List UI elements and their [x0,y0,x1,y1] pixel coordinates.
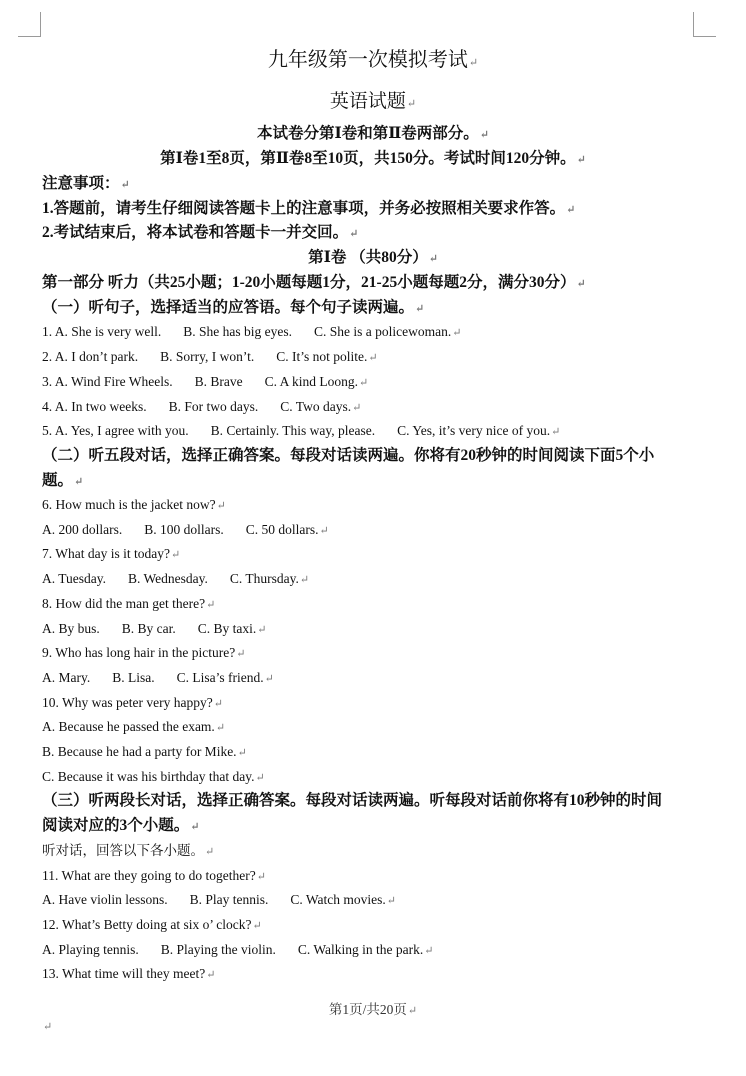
question-4: 4. A. In two weeks. B. For two days. C. Two days.↵ [42,399,362,414]
listen-instruction: 听对话，回答以下各小题。↵ [42,843,215,858]
notice-1: 1.答题前，请考生仔细阅读答题卡上的注意事项，并务必按照相关要求作答。↵ [42,200,576,217]
paragraph-mark: ↵ [43,1021,53,1033]
intro-line-1: 本试卷分第Ⅰ卷和第Ⅱ卷两部分。↵ [256,125,490,142]
question-7-options: A. Tuesday. B. Wednesday. C. Thursday.↵ [42,571,310,586]
page-corner-mark-right [693,12,716,37]
page-footer: 第1页/共20页↵ [328,1002,418,1017]
section2-heading-line1: （二）听五段对话，选择正确答案。每段对话读两遍。你将有20秒钟的时间阅读下面5个小 [42,447,655,464]
part1-heading: 第一部分 听力（共25小题；1-20小题每题1分，21-25小题每题2分，满分30分）↵ [42,274,586,291]
question-10-option-a: A. Because he passed the exam.↵ [42,719,226,734]
question-10-option-c: C. Because it was his birthday that day.↵ [42,769,265,784]
question-11-options: A. Have violin lessons. B. Play tennis. C. Watch movies.↵ [42,892,397,907]
question-9-options: A. Mary. B. Lisa. C. Lisa’s friend.↵ [42,670,274,685]
question-12-options: A. Playing tennis. B. Playing the violin. C. Walking in the park.↵ [42,942,434,957]
question-8-options: A. By bus. B. By car. C. By taxi.↵ [42,621,267,636]
notice-2: 2.考试结束后，将本试卷和答题卡一并交回。↵ [42,224,359,241]
question-13: 13. What time will they meet?↵ [42,966,216,981]
question-5: 5. A. Yes, I agree with you. B. Certainly. This way, please. C. Yes, it’s very nice of you.↵ [42,423,561,438]
question-6: 6. How much is the jacket now?↵ [42,497,226,512]
section2-heading-line2: 题。↵ [42,472,84,489]
question-12: 12. What’s Betty doing at six o’ clock?↵ [42,917,262,932]
page-title: 九年级第一次模拟考试↵ [267,49,479,71]
page-corner-mark-left [18,12,41,37]
question-10: 10. Why was peter very happy?↵ [42,695,223,710]
question-11: 11. What are they going to do together?↵ [42,868,266,883]
question-3: 3. A. Wind Fire Wheels. B. Brave C. A kind Loong.↵ [42,374,369,389]
question-8: 8. How did the man get there?↵ [42,596,216,611]
section3-heading-line1: （三）听两段长对话，选择正确答案。每段对话读两遍。听每段对话前你将有10秒钟的时间 [42,792,663,809]
question-2: 2. A. I don’t park. B. Sorry, I won’t. C. It’s not polite.↵ [42,349,378,364]
question-7: 7. What day is it today?↵ [42,546,181,561]
section1-heading: （一）听句子，选择适当的应答语。每个句子读两遍。↵ [42,299,425,316]
question-6-options: A. 200 dollars. B. 100 dollars. C. 50 dollars.↵ [42,522,329,537]
question-10-option-b: B. Because he had a party for Mike.↵ [42,744,247,759]
question-9: 9. Who has long hair in the picture?↵ [42,645,246,660]
section3-heading-line2: 阅读对应的3个小题。↵ [42,817,200,834]
intro-line-2: 第Ⅰ卷1至8页，第Ⅱ卷8至10页，共150分。考试时间120分钟。↵ [160,150,586,167]
question-1: 1. A. She is very well. B. She has big eyes. C. She is a policewoman.↵ [42,324,462,339]
volume-title: 第Ⅰ卷 （共80分）↵ [308,249,438,266]
notice-title: 注意事项：↵ [42,175,130,192]
page-subtitle: 英语试题↵ [329,91,417,112]
